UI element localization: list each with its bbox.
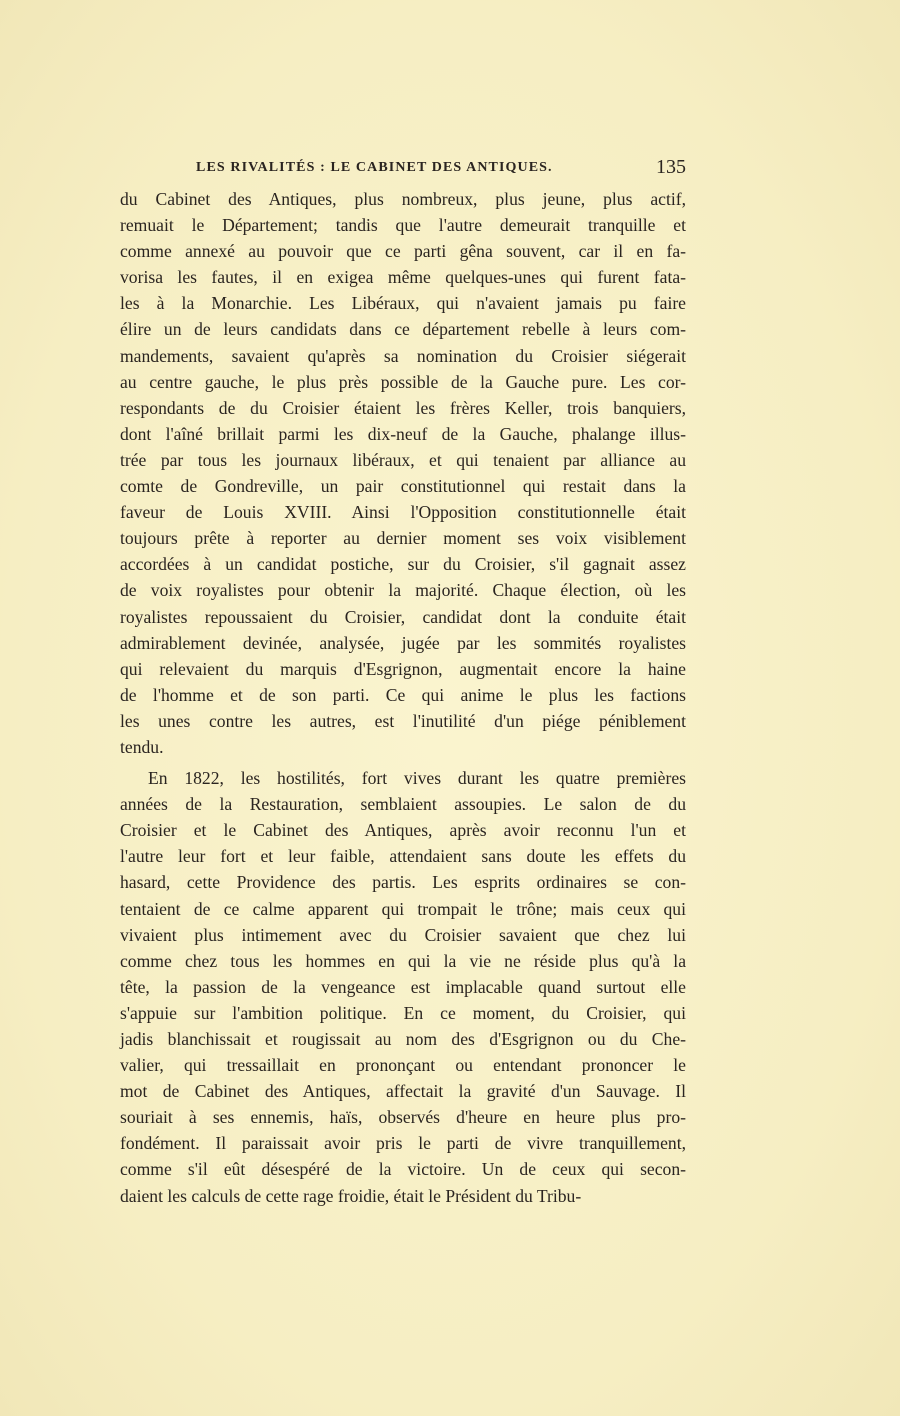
text-line: comme s'il eût désespéré de la victoire. Un de ceux qui secon-	[120, 1159, 686, 1180]
text-line: valier, qui tressaillait en prononçant ou entendant prononcer le	[120, 1055, 686, 1076]
text-line: vivaient plus intimement avec du Croisier savaient que chez lui	[120, 924, 686, 945]
paragraph	[120, 186, 686, 760]
text-line: admirablement devinée, analysée, jugée par les sommités royalistes	[120, 632, 686, 653]
text-line: les unes contre les autres, est l'inutilité d'un piége péniblement	[120, 710, 686, 731]
text-line: jadis blanchissait et rougissait au nom des d'Esgrignon ou du Che-	[120, 1029, 686, 1049]
text-line: trée par tous les journaux libéraux, et qui tenaient par alliance au	[120, 449, 686, 470]
text-line: années de la Restauration, semblaient assoupies. Le salon de du	[120, 794, 686, 815]
text-line: comme annexé au pouvoir que ce parti gêna souvent, car il en fa-	[120, 241, 686, 262]
text-line: En 1822, les hostilités, fort vives durant les quatre premières	[148, 768, 686, 789]
text-line: élire un de leurs candidats dans ce département rebelle à leurs com-	[120, 319, 686, 340]
body-text	[120, 186, 686, 1209]
text-line: les à la Monarchie. Les Libéraux, qui n'avaient jamais pu faire	[120, 293, 686, 314]
text-line: hasard, cette Providence des partis. Les esprits ordinaires se con-	[120, 872, 686, 893]
text-line: de l'homme et de son parti. Ce qui anime le plus les factions	[120, 684, 686, 705]
text-line: vorisa les fautes, il en exigea même quelques-unes qui furent fata-	[120, 267, 686, 288]
text-line: souriait à ses ennemis, haïs, observés d'heure en heure plus pro-	[120, 1107, 686, 1128]
text-line: Croisier et le Cabinet des Antiques, après avoir reconnu l'un et	[120, 820, 686, 841]
text-line: remuait le Département; tandis que l'autre demeurait tranquille et	[120, 215, 686, 236]
text-line: daient les calculs de cette rage froidie, était le Président du Tribu-	[120, 1185, 582, 1206]
text-line: comte de Gondreville, un pair constitutionnel qui restait dans la	[120, 476, 686, 497]
text-line: s'appuie sur l'ambition politique. En ce moment, du Croisier, qui	[120, 1002, 686, 1023]
text-line: dont l'aîné brillait parmi les dix-neuf de la Gauche, phalange illus-	[120, 423, 686, 444]
page-number: 135	[656, 156, 686, 178]
text-line: tête, la passion de la vengeance est implacable quand surtout elle	[120, 976, 686, 997]
text-line: toujours prête à reporter au dernier moment ses voix visiblement	[120, 528, 686, 549]
text-line: tendu.	[120, 736, 164, 757]
text-line: mot de Cabinet des Antiques, affectait la gravité d'un Sauvage. Il	[120, 1081, 686, 1102]
text-line: tentaient de ce calme apparent qui trompait le trône; mais ceux qui	[120, 898, 686, 919]
running-title: LES RIVALITÉS : LE CABINET DES ANTIQUES.	[196, 160, 553, 175]
text-line: mandements, savaient qu'après sa nomination du Croisier siégerait	[120, 345, 686, 366]
text-line: respondants de du Croisier étaient les frères Keller, trois banquiers,	[120, 397, 686, 418]
text-line: au centre gauche, le plus près possible de la Gauche pure. Les cor-	[120, 371, 686, 392]
text-line: fondément. Il paraissait avoir pris le parti de vivre tranquillement,	[120, 1133, 686, 1154]
text-line: accordées à un candidat postiche, sur du Croisier, s'il gagnait assez	[120, 554, 686, 575]
text-line: du Cabinet des Antiques, plus nombreux, plus jeune, plus actif,	[120, 189, 686, 209]
text-line: faveur de Louis XVIII. Ainsi l'Opposition constitutionnelle était	[120, 502, 686, 523]
text-line: qui relevaient du marquis d'Esgrignon, augmentait encore la haine	[120, 658, 686, 679]
text-line: comme chez tous les hommes en qui la vie ne réside plus qu'à la	[120, 950, 686, 971]
running-header	[196, 156, 686, 180]
text-line: de voix royalistes pour obtenir la majorité. Chaque élection, où les	[120, 580, 686, 601]
text-line: royalistes repoussaient du Croisier, candidat dont la conduite était	[120, 606, 686, 627]
text-line: l'autre leur fort et leur faible, attendaient sans doute les effets du	[120, 846, 686, 867]
paragraph	[120, 765, 686, 1209]
